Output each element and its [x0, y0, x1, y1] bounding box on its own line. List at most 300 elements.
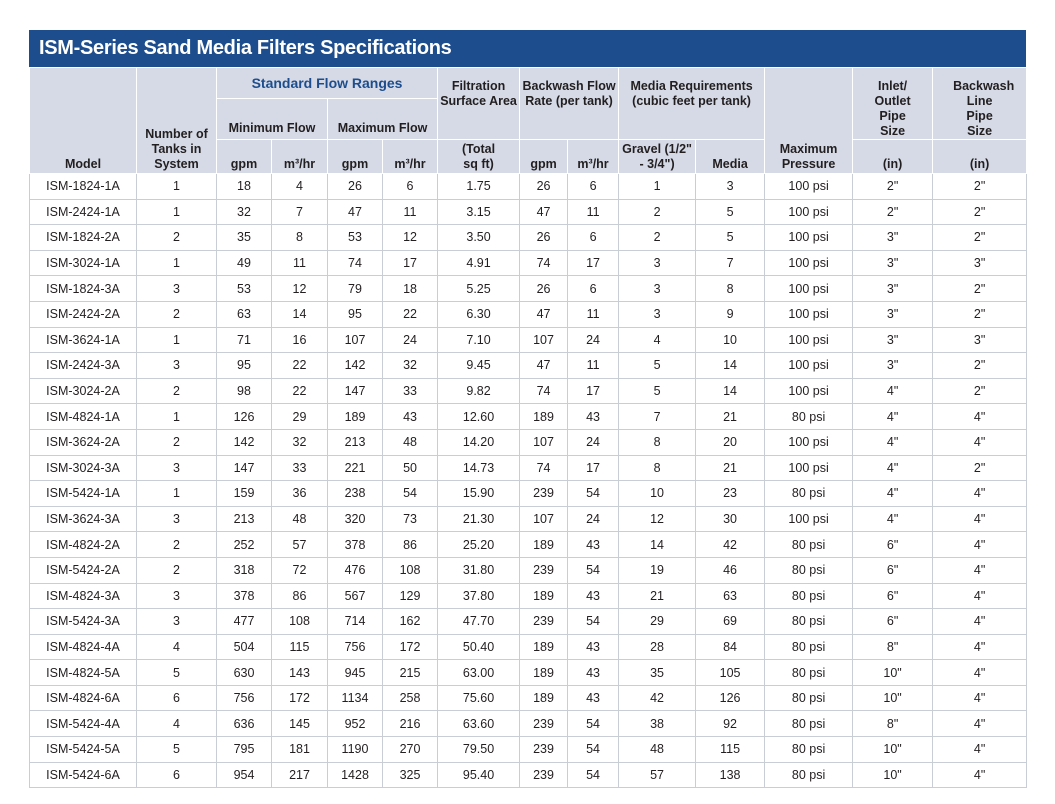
cell-inlet-size: 2" — [853, 174, 933, 200]
cell-media: 92 — [696, 711, 765, 737]
header-tanks: Number of Tanks in System — [137, 68, 217, 174]
cell-backwash-pipe-size: 4" — [933, 634, 1027, 660]
cell-max-m3hr: 73 — [383, 506, 438, 532]
cell-max-gpm: 74 — [328, 250, 383, 276]
cell-backwash-pipe-size: 2" — [933, 378, 1027, 404]
cell-max-gpm: 714 — [328, 609, 383, 635]
cell-backwash-m3hr: 11 — [568, 353, 619, 379]
cell-min-gpm: 98 — [217, 378, 272, 404]
cell-media: 126 — [696, 685, 765, 711]
cell-min-m3hr: 33 — [272, 455, 328, 481]
cell-gravel: 8 — [619, 429, 696, 455]
cell-media: 23 — [696, 481, 765, 507]
cell-backwash-pipe-size: 2" — [933, 174, 1027, 200]
cell-backwash-pipe-size: 4" — [933, 711, 1027, 737]
spec-sheet — [29, 30, 1026, 788]
cell-backwash-gpm: 26 — [520, 174, 568, 200]
cell-media: 21 — [696, 455, 765, 481]
cell-min-m3hr: 14 — [272, 301, 328, 327]
cell-tanks: 4 — [137, 634, 217, 660]
cell-model: ISM-1824-3A — [30, 276, 137, 302]
header-backwash-rate: Backwash Flow Rate (per tank) — [520, 68, 619, 140]
cell-min-m3hr: 72 — [272, 557, 328, 583]
cell-min-gpm: 378 — [217, 583, 272, 609]
cell-backwash-gpm: 107 — [520, 429, 568, 455]
cell-backwash-pipe-size: 4" — [933, 660, 1027, 686]
cell-min-gpm: 159 — [217, 481, 272, 507]
cell-model: ISM-3624-1A — [30, 327, 137, 353]
cell-max-m3hr: 129 — [383, 583, 438, 609]
cell-inlet-size: 10" — [853, 737, 933, 763]
cell-pressure: 80 psi — [765, 583, 853, 609]
cell-max-gpm: 952 — [328, 711, 383, 737]
cell-gravel: 28 — [619, 634, 696, 660]
cell-tanks: 1 — [137, 199, 217, 225]
table-row — [30, 429, 1027, 455]
cell-backwash-gpm: 74 — [520, 250, 568, 276]
cell-filtration-area: 47.70 — [438, 609, 520, 635]
cell-tanks: 1 — [137, 481, 217, 507]
cell-backwash-gpm: 107 — [520, 327, 568, 353]
cell-min-gpm: 35 — [217, 225, 272, 251]
cell-filtration-area: 79.50 — [438, 737, 520, 763]
cell-max-m3hr: 43 — [383, 404, 438, 430]
cell-backwash-m3hr: 54 — [568, 737, 619, 763]
cell-backwash-m3hr: 43 — [568, 583, 619, 609]
cell-min-gpm: 630 — [217, 660, 272, 686]
cell-min-m3hr: 143 — [272, 660, 328, 686]
cell-filtration-area: 37.80 — [438, 583, 520, 609]
cell-backwash-gpm: 47 — [520, 353, 568, 379]
cell-pressure: 80 psi — [765, 685, 853, 711]
cell-max-m3hr: 215 — [383, 660, 438, 686]
cell-backwash-gpm: 189 — [520, 685, 568, 711]
cell-pressure: 80 psi — [765, 557, 853, 583]
cell-gravel: 7 — [619, 404, 696, 430]
cell-backwash-m3hr: 17 — [568, 250, 619, 276]
cell-inlet-size: 3" — [853, 327, 933, 353]
cell-pressure: 80 psi — [765, 660, 853, 686]
cell-pressure: 100 psi — [765, 301, 853, 327]
cell-gravel: 3 — [619, 301, 696, 327]
cell-pressure: 100 psi — [765, 276, 853, 302]
cell-backwash-pipe-size: 4" — [933, 532, 1027, 558]
cell-media: 20 — [696, 429, 765, 455]
cell-max-m3hr: 11 — [383, 199, 438, 225]
cell-inlet-size: 4" — [853, 378, 933, 404]
cell-media: 8 — [696, 276, 765, 302]
cell-backwash-m3hr: 54 — [568, 481, 619, 507]
cell-filtration-area: 3.15 — [438, 199, 520, 225]
cell-backwash-pipe-size: 4" — [933, 762, 1027, 788]
cell-pressure: 80 psi — [765, 762, 853, 788]
table-row — [30, 199, 1027, 225]
table-row — [30, 481, 1027, 507]
cell-filtration-area: 12.60 — [438, 404, 520, 430]
cell-media: 5 — [696, 199, 765, 225]
table-row — [30, 762, 1027, 788]
cell-backwash-pipe-size: 4" — [933, 609, 1027, 635]
cell-tanks: 6 — [137, 685, 217, 711]
cell-backwash-gpm: 74 — [520, 378, 568, 404]
cell-backwash-pipe-size: 2" — [933, 455, 1027, 481]
header-filtration: Filtration Surface Area — [438, 68, 520, 140]
cell-backwash-m3hr: 24 — [568, 327, 619, 353]
cell-min-m3hr: 145 — [272, 711, 328, 737]
cell-min-m3hr: 16 — [272, 327, 328, 353]
cell-pressure: 80 psi — [765, 737, 853, 763]
cell-gravel: 38 — [619, 711, 696, 737]
cell-max-gpm: 756 — [328, 634, 383, 660]
cell-min-gpm: 147 — [217, 455, 272, 481]
cell-media: 84 — [696, 634, 765, 660]
cell-backwash-pipe-size: 3" — [933, 327, 1027, 353]
table-row — [30, 685, 1027, 711]
cell-gravel: 3 — [619, 250, 696, 276]
cell-filtration-area: 75.60 — [438, 685, 520, 711]
table-row — [30, 174, 1027, 200]
title-bar — [29, 30, 1026, 67]
table-row — [30, 583, 1027, 609]
cell-max-m3hr: 32 — [383, 353, 438, 379]
cell-model: ISM-5424-3A — [30, 609, 137, 635]
table-row — [30, 378, 1027, 404]
cell-backwash-m3hr: 24 — [568, 506, 619, 532]
cell-media: 42 — [696, 532, 765, 558]
cell-inlet-size: 2" — [853, 199, 933, 225]
cell-backwash-gpm: 239 — [520, 609, 568, 635]
cell-pressure: 100 psi — [765, 378, 853, 404]
cell-gravel: 21 — [619, 583, 696, 609]
cell-backwash-pipe-size: 4" — [933, 557, 1027, 583]
cell-max-m3hr: 22 — [383, 301, 438, 327]
cell-pressure: 100 psi — [765, 174, 853, 200]
cell-max-m3hr: 50 — [383, 455, 438, 481]
cell-backwash-m3hr: 17 — [568, 378, 619, 404]
cell-max-gpm: 238 — [328, 481, 383, 507]
cell-backwash-gpm: 239 — [520, 737, 568, 763]
cell-inlet-size: 6" — [853, 557, 933, 583]
header-backwash-pipe: Backwash Line Pipe Size — [933, 68, 1027, 140]
table-row — [30, 557, 1027, 583]
cell-max-m3hr: 33 — [383, 378, 438, 404]
cell-min-m3hr: 36 — [272, 481, 328, 507]
cell-gravel: 8 — [619, 455, 696, 481]
cell-min-gpm: 636 — [217, 711, 272, 737]
cell-backwash-m3hr: 54 — [568, 711, 619, 737]
cell-tanks: 1 — [137, 250, 217, 276]
cell-max-gpm: 567 — [328, 583, 383, 609]
cell-min-m3hr: 8 — [272, 225, 328, 251]
cell-min-m3hr: 115 — [272, 634, 328, 660]
cell-min-m3hr: 172 — [272, 685, 328, 711]
cell-min-gpm: 213 — [217, 506, 272, 532]
cell-filtration-area: 1.75 — [438, 174, 520, 200]
cell-media: 14 — [696, 353, 765, 379]
table-row — [30, 532, 1027, 558]
cell-max-m3hr: 216 — [383, 711, 438, 737]
header-inlet-unit: (in) — [853, 140, 933, 174]
table-row — [30, 660, 1027, 686]
cell-max-m3hr: 17 — [383, 250, 438, 276]
cell-tanks: 3 — [137, 609, 217, 635]
cell-gravel: 3 — [619, 276, 696, 302]
cell-filtration-area: 15.90 — [438, 481, 520, 507]
table-row — [30, 711, 1027, 737]
cell-inlet-size: 6" — [853, 609, 933, 635]
cell-media: 10 — [696, 327, 765, 353]
cell-model: ISM-5424-1A — [30, 481, 137, 507]
cell-pressure: 80 psi — [765, 634, 853, 660]
cell-max-m3hr: 162 — [383, 609, 438, 635]
cell-max-gpm: 47 — [328, 199, 383, 225]
cell-model: ISM-3624-3A — [30, 506, 137, 532]
cell-backwash-gpm: 107 — [520, 506, 568, 532]
cell-pressure: 80 psi — [765, 609, 853, 635]
cell-inlet-size: 3" — [853, 250, 933, 276]
cell-media: 115 — [696, 737, 765, 763]
cell-backwash-gpm: 189 — [520, 583, 568, 609]
cell-backwash-m3hr: 17 — [568, 455, 619, 481]
cell-max-gpm: 1190 — [328, 737, 383, 763]
table-header — [30, 68, 1027, 174]
cell-max-gpm: 142 — [328, 353, 383, 379]
cell-backwash-pipe-size: 4" — [933, 429, 1027, 455]
cell-backwash-m3hr: 43 — [568, 634, 619, 660]
cell-min-gpm: 18 — [217, 174, 272, 200]
cell-backwash-pipe-size: 2" — [933, 225, 1027, 251]
cell-backwash-pipe-size: 2" — [933, 301, 1027, 327]
cell-inlet-size: 10" — [853, 685, 933, 711]
header-flow-ranges: Standard Flow Ranges — [217, 68, 438, 99]
cell-inlet-size: 4" — [853, 404, 933, 430]
header-backwash-gpm: gpm — [520, 140, 568, 174]
cell-max-gpm: 26 — [328, 174, 383, 200]
cell-inlet-size: 8" — [853, 634, 933, 660]
cell-tanks: 3 — [137, 455, 217, 481]
cell-min-gpm: 252 — [217, 532, 272, 558]
cell-max-m3hr: 24 — [383, 327, 438, 353]
cell-gravel: 1 — [619, 174, 696, 200]
cell-backwash-gpm: 26 — [520, 225, 568, 251]
cell-tanks: 1 — [137, 327, 217, 353]
table-row — [30, 609, 1027, 635]
cell-filtration-area: 7.10 — [438, 327, 520, 353]
cell-backwash-m3hr: 24 — [568, 429, 619, 455]
cell-max-gpm: 95 — [328, 301, 383, 327]
cell-max-gpm: 1428 — [328, 762, 383, 788]
header-max-m3hr: m³/hr — [383, 140, 438, 174]
cell-gravel: 5 — [619, 378, 696, 404]
cell-max-m3hr: 54 — [383, 481, 438, 507]
cell-backwash-m3hr: 54 — [568, 557, 619, 583]
cell-pressure: 80 psi — [765, 711, 853, 737]
cell-min-gpm: 63 — [217, 301, 272, 327]
cell-inlet-size: 4" — [853, 429, 933, 455]
header-media: Media — [696, 140, 765, 174]
cell-filtration-area: 25.20 — [438, 532, 520, 558]
cell-gravel: 42 — [619, 685, 696, 711]
cell-model: ISM-2424-3A — [30, 353, 137, 379]
cell-media: 30 — [696, 506, 765, 532]
cell-model: ISM-4824-1A — [30, 404, 137, 430]
cell-model: ISM-3624-2A — [30, 429, 137, 455]
cell-max-gpm: 147 — [328, 378, 383, 404]
cell-backwash-pipe-size: 3" — [933, 250, 1027, 276]
cell-max-gpm: 320 — [328, 506, 383, 532]
cell-backwash-m3hr: 11 — [568, 199, 619, 225]
cell-media: 9 — [696, 301, 765, 327]
cell-backwash-m3hr: 43 — [568, 532, 619, 558]
cell-pressure: 80 psi — [765, 532, 853, 558]
cell-min-gpm: 318 — [217, 557, 272, 583]
cell-min-gpm: 142 — [217, 429, 272, 455]
table-row — [30, 353, 1027, 379]
cell-filtration-area: 14.73 — [438, 455, 520, 481]
cell-min-gpm: 504 — [217, 634, 272, 660]
cell-max-m3hr: 6 — [383, 174, 438, 200]
cell-filtration-area: 5.25 — [438, 276, 520, 302]
cell-max-m3hr: 12 — [383, 225, 438, 251]
table-row — [30, 634, 1027, 660]
cell-min-gpm: 32 — [217, 199, 272, 225]
cell-max-gpm: 53 — [328, 225, 383, 251]
cell-media: 69 — [696, 609, 765, 635]
cell-min-gpm: 95 — [217, 353, 272, 379]
cell-model: ISM-2424-2A — [30, 301, 137, 327]
cell-inlet-size: 3" — [853, 276, 933, 302]
cell-backwash-pipe-size: 2" — [933, 276, 1027, 302]
cell-backwash-pipe-size: 4" — [933, 481, 1027, 507]
cell-model: ISM-4824-6A — [30, 685, 137, 711]
cell-min-m3hr: 108 — [272, 609, 328, 635]
cell-backwash-m3hr: 54 — [568, 609, 619, 635]
cell-model: ISM-4824-4A — [30, 634, 137, 660]
cell-min-gpm: 477 — [217, 609, 272, 635]
cell-backwash-m3hr: 43 — [568, 404, 619, 430]
header-inlet: Inlet/ Outlet Pipe Size — [853, 68, 933, 140]
cell-min-m3hr: 22 — [272, 353, 328, 379]
cell-media: 105 — [696, 660, 765, 686]
cell-model: ISM-4824-5A — [30, 660, 137, 686]
cell-media: 21 — [696, 404, 765, 430]
cell-max-gpm: 79 — [328, 276, 383, 302]
cell-min-m3hr: 48 — [272, 506, 328, 532]
cell-model: ISM-3024-3A — [30, 455, 137, 481]
header-media-requirements: Media Requirements (cubic feet per tank) — [619, 68, 765, 140]
cell-backwash-gpm: 47 — [520, 199, 568, 225]
cell-gravel: 10 — [619, 481, 696, 507]
cell-pressure: 100 psi — [765, 506, 853, 532]
cell-media: 3 — [696, 174, 765, 200]
header-min-flow: Minimum Flow — [217, 99, 328, 140]
cell-max-m3hr: 108 — [383, 557, 438, 583]
cell-backwash-pipe-size: 2" — [933, 353, 1027, 379]
cell-backwash-gpm: 189 — [520, 532, 568, 558]
cell-media: 138 — [696, 762, 765, 788]
table-row — [30, 506, 1027, 532]
cell-gravel: 2 — [619, 225, 696, 251]
cell-gravel: 57 — [619, 762, 696, 788]
cell-min-m3hr: 181 — [272, 737, 328, 763]
cell-backwash-pipe-size: 4" — [933, 583, 1027, 609]
cell-tanks: 6 — [137, 762, 217, 788]
cell-tanks: 2 — [137, 225, 217, 251]
cell-max-gpm: 213 — [328, 429, 383, 455]
cell-min-gpm: 53 — [217, 276, 272, 302]
cell-tanks: 3 — [137, 583, 217, 609]
cell-filtration-area: 31.80 — [438, 557, 520, 583]
table-body — [30, 174, 1027, 788]
cell-min-m3hr: 29 — [272, 404, 328, 430]
cell-model: ISM-4824-3A — [30, 583, 137, 609]
cell-gravel: 29 — [619, 609, 696, 635]
header-min-m3hr: m³/hr — [272, 140, 328, 174]
cell-inlet-size: 4" — [853, 481, 933, 507]
cell-min-gpm: 71 — [217, 327, 272, 353]
cell-gravel: 14 — [619, 532, 696, 558]
cell-min-gpm: 795 — [217, 737, 272, 763]
cell-backwash-gpm: 239 — [520, 481, 568, 507]
cell-filtration-area: 9.82 — [438, 378, 520, 404]
cell-model: ISM-2424-1A — [30, 199, 137, 225]
cell-gravel: 5 — [619, 353, 696, 379]
cell-backwash-m3hr: 6 — [568, 174, 619, 200]
cell-inlet-size: 10" — [853, 762, 933, 788]
cell-max-gpm: 1134 — [328, 685, 383, 711]
cell-backwash-gpm: 239 — [520, 711, 568, 737]
cell-min-m3hr: 86 — [272, 583, 328, 609]
cell-pressure: 100 psi — [765, 225, 853, 251]
cell-inlet-size: 10" — [853, 660, 933, 686]
header-backwash-pipe-unit: (in) — [933, 140, 1027, 174]
cell-filtration-area: 3.50 — [438, 225, 520, 251]
cell-filtration-area: 9.45 — [438, 353, 520, 379]
header-gravel: Gravel (1/2" - 3/4") — [619, 140, 696, 174]
spec-table — [29, 67, 1027, 788]
page-title: ISM-Series Sand Media Filters Specifications — [39, 37, 452, 59]
cell-backwash-pipe-size: 4" — [933, 404, 1027, 430]
cell-backwash-gpm: 189 — [520, 634, 568, 660]
cell-min-m3hr: 11 — [272, 250, 328, 276]
cell-tanks: 5 — [137, 737, 217, 763]
cell-backwash-gpm: 47 — [520, 301, 568, 327]
cell-media: 14 — [696, 378, 765, 404]
cell-min-m3hr: 22 — [272, 378, 328, 404]
cell-gravel: 48 — [619, 737, 696, 763]
cell-min-gpm: 954 — [217, 762, 272, 788]
cell-backwash-m3hr: 54 — [568, 762, 619, 788]
cell-backwash-m3hr: 43 — [568, 685, 619, 711]
cell-backwash-m3hr: 11 — [568, 301, 619, 327]
table-row — [30, 225, 1027, 251]
cell-max-m3hr: 18 — [383, 276, 438, 302]
header-backwash-m3hr: m³/hr — [568, 140, 619, 174]
cell-pressure: 100 psi — [765, 199, 853, 225]
cell-tanks: 3 — [137, 506, 217, 532]
cell-tanks: 3 — [137, 353, 217, 379]
cell-backwash-gpm: 74 — [520, 455, 568, 481]
cell-max-m3hr: 270 — [383, 737, 438, 763]
cell-inlet-size: 4" — [853, 506, 933, 532]
table-row — [30, 455, 1027, 481]
cell-filtration-area: 50.40 — [438, 634, 520, 660]
cell-backwash-pipe-size: 4" — [933, 506, 1027, 532]
table-row — [30, 404, 1027, 430]
cell-max-gpm: 378 — [328, 532, 383, 558]
cell-backwash-pipe-size: 4" — [933, 737, 1027, 763]
cell-filtration-area: 95.40 — [438, 762, 520, 788]
